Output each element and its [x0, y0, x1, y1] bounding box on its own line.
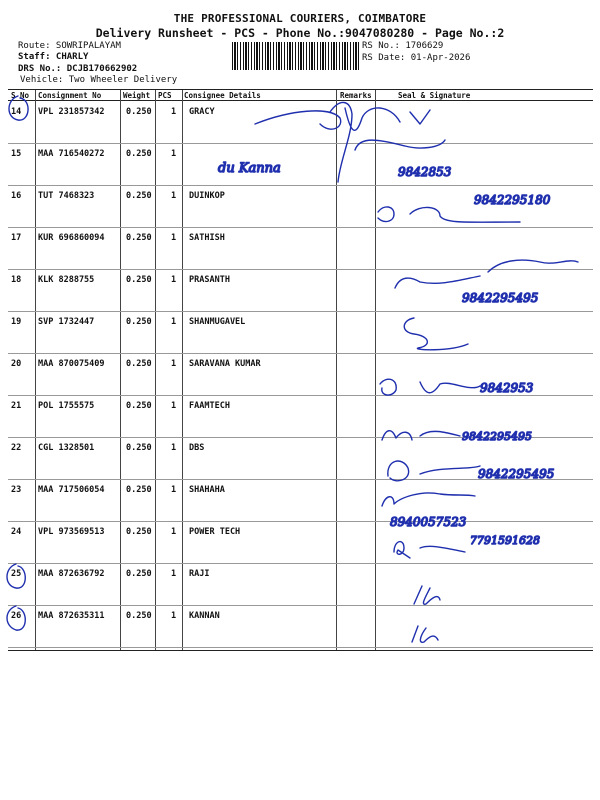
sno-cell: 17 [11, 233, 22, 243]
handwriting-24: 7791591628 [470, 534, 540, 547]
pcs-cell: 1 [171, 191, 177, 201]
runsheet-subtitle: Delivery Runsheet - PCS - Phone No.:9047080280 - Page No.:2 [95, 26, 505, 40]
handwriting-22: 9842295495 [478, 467, 555, 481]
consignment-cell: MAA 717506054 [38, 485, 105, 495]
pcs-cell: 1 [171, 611, 177, 621]
handwriting-15: du Kanna [218, 161, 281, 176]
sno-cell: 20 [11, 359, 22, 369]
col-consignment: Consignment No [38, 91, 102, 100]
drs-number: DRS No.: DCJB170662902 [18, 64, 138, 74]
weight-cell: 0.250 [126, 233, 152, 243]
weight-cell: 0.250 [126, 527, 152, 537]
consignment-cell: VPL 973569513 [38, 527, 105, 537]
handwriting-23: 8940057523 [390, 515, 467, 529]
handwriting-18: 9842295495 [462, 291, 539, 305]
sno-cell: 14 [11, 107, 22, 117]
sno-cell: 15 [11, 149, 22, 159]
runsheet-table [8, 89, 593, 651]
table-row [8, 395, 593, 438]
pcs-cell: 1 [171, 569, 177, 579]
rs-number: RS No.: 1706629 [362, 41, 444, 51]
consignee-cell: SHANMUGAVEL [189, 317, 246, 327]
consignment-cell: TUT 7468323 [38, 191, 95, 201]
pcs-cell: 1 [171, 527, 177, 537]
consignment-cell: SVP 1732447 [38, 317, 95, 327]
consignment-cell: MAA 870075409 [38, 359, 105, 369]
handwriting-15-phone: 9842853 [398, 165, 452, 179]
pcs-cell: 1 [171, 359, 177, 369]
col-pcs: PCS [158, 91, 172, 100]
consignee-cell: POWER TECH [189, 527, 241, 537]
rs-date: RS Date: 01-Apr-2026 [362, 53, 471, 63]
consignee-cell: RAJI [189, 569, 210, 579]
weight-cell: 0.250 [126, 401, 152, 411]
pcs-cell: 1 [171, 107, 177, 117]
table-row [8, 101, 593, 144]
pcs-cell: 1 [171, 275, 177, 285]
table-row [8, 563, 593, 606]
table-row [8, 437, 593, 480]
weight-cell: 0.250 [126, 569, 152, 579]
weight-cell: 0.250 [126, 485, 152, 495]
weight-cell: 0.250 [126, 443, 152, 453]
sno-cell: 22 [11, 443, 22, 453]
sno-cell: 21 [11, 401, 22, 411]
handwriting-16: 9842295180 [474, 193, 551, 207]
consignment-cell: VPL 231857342 [38, 107, 105, 117]
consignment-cell: MAA 872635311 [38, 611, 105, 621]
barcode [232, 42, 360, 70]
consignee-cell: DUINKOP [189, 191, 225, 201]
company-title: THE PROFESSIONAL COURIERS, COIMBATORE [173, 12, 427, 25]
consignee-cell: SATHISH [189, 233, 225, 243]
consignment-cell: MAA 716540272 [38, 149, 105, 159]
table-row [8, 311, 593, 354]
col-sno: S No [11, 91, 30, 100]
consignee-cell: GRACY [189, 107, 215, 117]
sno-cell: 19 [11, 317, 22, 327]
pcs-cell: 1 [171, 317, 177, 327]
consignee-cell: DBS [189, 443, 205, 453]
consignee-cell: KANNAN [189, 611, 220, 621]
table-header [8, 90, 593, 101]
table-row [8, 605, 593, 648]
pcs-cell: 1 [171, 149, 177, 159]
route-label: Route: SOWRIPALAYAM [18, 41, 121, 51]
sno-cell: 23 [11, 485, 22, 495]
sno-cell: 26 [11, 611, 22, 621]
consignment-cell: CGL 1328501 [38, 443, 95, 453]
consignment-cell: MAA 872636792 [38, 569, 105, 579]
pcs-cell: 1 [171, 443, 177, 453]
consignee-cell: SHAHAHA [189, 485, 225, 495]
sno-cell: 24 [11, 527, 22, 537]
weight-cell: 0.250 [126, 611, 152, 621]
col-consignee: Consignee Details [184, 91, 261, 100]
consignee-cell: SARAVANA KUMAR [189, 359, 261, 369]
staff-label: Staff: CHARLY [18, 52, 89, 62]
consignment-cell: KLK 8288755 [38, 275, 95, 285]
sno-cell: 16 [11, 191, 22, 201]
pcs-cell: 1 [171, 485, 177, 495]
sno-cell: 25 [11, 569, 22, 579]
weight-cell: 0.250 [126, 107, 152, 117]
vehicle-label: Vehicle: Two Wheeler Delivery [20, 75, 178, 85]
pcs-cell: 1 [171, 401, 177, 411]
consignment-cell: POL 1755575 [38, 401, 95, 411]
col-signature: Seal & Signature [398, 91, 471, 100]
handwriting-20: 9842953 [480, 381, 534, 395]
weight-cell: 0.250 [126, 359, 152, 369]
col-weight: Weight [123, 91, 151, 100]
weight-cell: 0.250 [126, 149, 152, 159]
weight-cell: 0.250 [126, 191, 152, 201]
table-row [8, 143, 593, 186]
weight-cell: 0.250 [126, 317, 152, 327]
weight-cell: 0.250 [126, 275, 152, 285]
pcs-cell: 1 [171, 233, 177, 243]
sno-cell: 18 [11, 275, 22, 285]
table-row [8, 479, 593, 522]
consignee-cell: FAAMTECH [189, 401, 230, 411]
table-row [8, 227, 593, 270]
consignee-cell: PRASANTH [189, 275, 230, 285]
table-row [8, 185, 593, 228]
handwriting-21: 9842295495 [462, 430, 532, 443]
col-remarks: Remarks [340, 91, 372, 100]
table-row [8, 269, 593, 312]
consignment-cell: KUR 696860094 [38, 233, 105, 243]
table-row [8, 521, 593, 564]
table-row [8, 353, 593, 396]
